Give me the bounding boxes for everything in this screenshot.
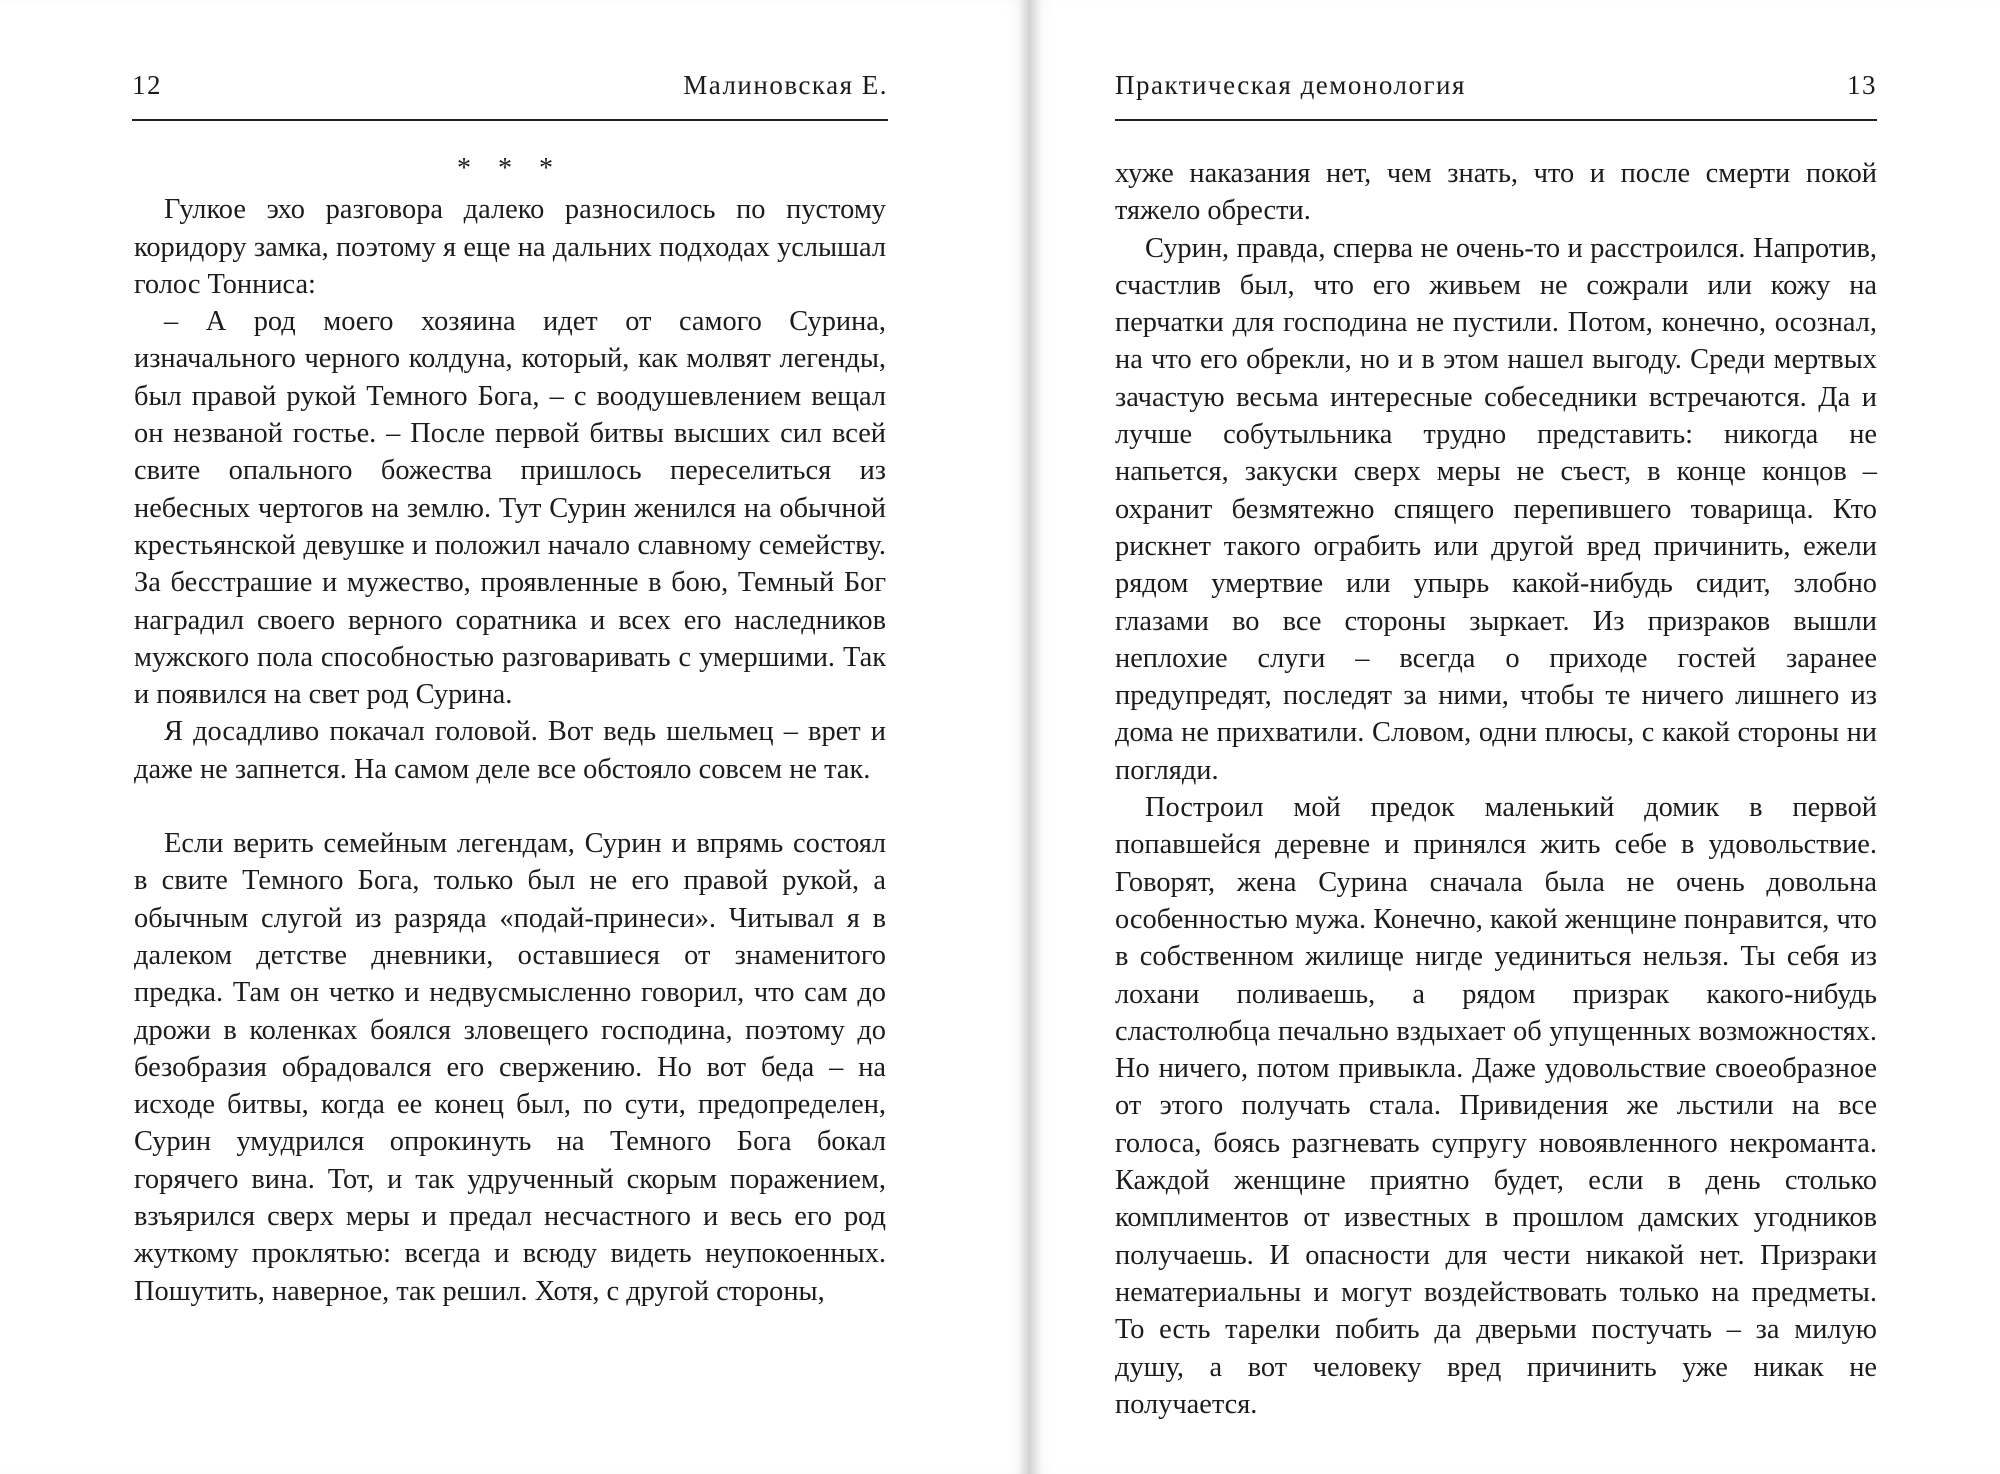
left-page-number: 12 — [132, 70, 162, 100]
section-separator: * * * — [457, 153, 563, 184]
section-gap — [134, 788, 886, 825]
left-running-head — [132, 70, 888, 120]
paragraph: Я досадливо покачал головой. Вот ведь шельмец – врет и даже не запнется. На самом деле все обстояло совсем не так. — [134, 716, 886, 785]
right-page-body — [1115, 155, 1877, 1423]
paragraph: Сурин, правда, сперва не очень-то и расстроился. Напротив, счастлив был, что его живьем не сожрали или кожу на перчатки для господина не пустили. Потом, конечно, осознал, на что его обрекли, но и в этом нашел выгоду. Среди мертвых зачастую весьма интересные собеседники встречаются. Да и лучше собутыльника трудно представить: никогда не напьется, закуски сверх меры не съест, в конце концов – охранит безмятежно спящего перепившего товарища. Кто рискнет такого ограбить или другой вред причинить, ежели рядом умертвие или упырь какой-нибудь сидит, злобно глазами во все стороны зыркает. Из призраков вышли неплохие слуги – всегда о приходе гостей заранее предупредят, последят за ними, чтобы те ничего лишнего из дома не прихватили. Словом, одни плюсы, с какой стороны ни погляди. — [1115, 232, 1877, 786]
left-page-body — [134, 150, 886, 1310]
paragraph: хуже наказания нет, чем знать, что и после смерти покой тяжело обрести. — [1115, 158, 1877, 227]
paragraph: Если верить семейным легендам, Сурин и впрямь состоял в свите Темного Бога, только был не его правой рукой, а обычным слугой из разряда «подай-принеси». Читывал я в далеком детстве дневники, оставшиеся от знаменитого предка. Там он четко и недвусмысленно говорил, что сам до дрожи в коленках боялся зловещего господина, поэтому до безобразия обрадовался его свержению. Но вот беда – на исходе битвы, когда ее конец был, по сути, предопределен, Сурин умудрился опрокинуть на Темного Бога бокал горячего вина. Тот, и так удрученный скорым поражением, взъярился сверх меры и предал несчастного и весь его род жуткому проклятью: всегда и всюду видеть неупокоенных. Пошутить, наверное, так решил. Хотя, с другой стороны, — [134, 828, 886, 1307]
left-running-head-title: Малиновская Е. — [683, 70, 888, 100]
left-header-rule — [132, 119, 888, 121]
right-header-rule — [1115, 119, 1877, 121]
paragraph: Построил мой предок маленький домик в первой попавшейся деревне и принялся жить себе в удовольствие. Говорят, жена Сурина сначала была не очень довольна особенностью мужа. Конечно, какой женщине понравится, что в собственном жилище нигде уединиться нельзя. Ты себя из лохани поливаешь, а рядом призрак какого-нибудь сластолюбца печально вздыхает об упущенных возможностях. Но ничего, потом привыкла. Даже удовольствие своеобразное от этого получать стала. Привидения же льстили на все голоса, боясь разгневать супругу новоявленного некроманта. Каждой женщине приятно будет, если в день столько комплиментов от известных в прошлом дамских угодников получаешь. И опасности для чести никакой нет. Призраки нематериальны и могут воздействовать только на предметы. То есть тарелки побить да дверьми постучать – за милую душу, а вот человеку вред причинить уже никак не получается. — [1115, 792, 1877, 1420]
right-running-head — [1115, 70, 1877, 120]
paragraph: Гулкое эхо разговора далеко разносилось по пустому коридору замка, поэтому я еще на дальних подходах услышал голос Тонниса: — [134, 194, 886, 300]
right-running-head-title: Практическая демонология — [1115, 70, 1466, 100]
book-gutter — [1018, 0, 1042, 1474]
paragraph: – А род моего хозяина идет от самого Сурина, изначального черного колдуна, который, как молвят легенды, был правой рукой Темного Бога, – с воодушевлением вещал он незваной гостье. – После первой битвы высших сил всей свите опального божества пришлось переселиться из небесных чертогов на землю. Тут Сурин женился на обычной крестьянской девушке и положил начало славному семейству. За бесстрашие и мужество, проявленные в бою, Темный Бог наградил своего верного соратника и всех его наследников мужского пола способностью разговаривать с умершими. Так и появился на свет род Сурина. — [134, 306, 886, 711]
right-page-number: 13 — [1847, 70, 1877, 100]
